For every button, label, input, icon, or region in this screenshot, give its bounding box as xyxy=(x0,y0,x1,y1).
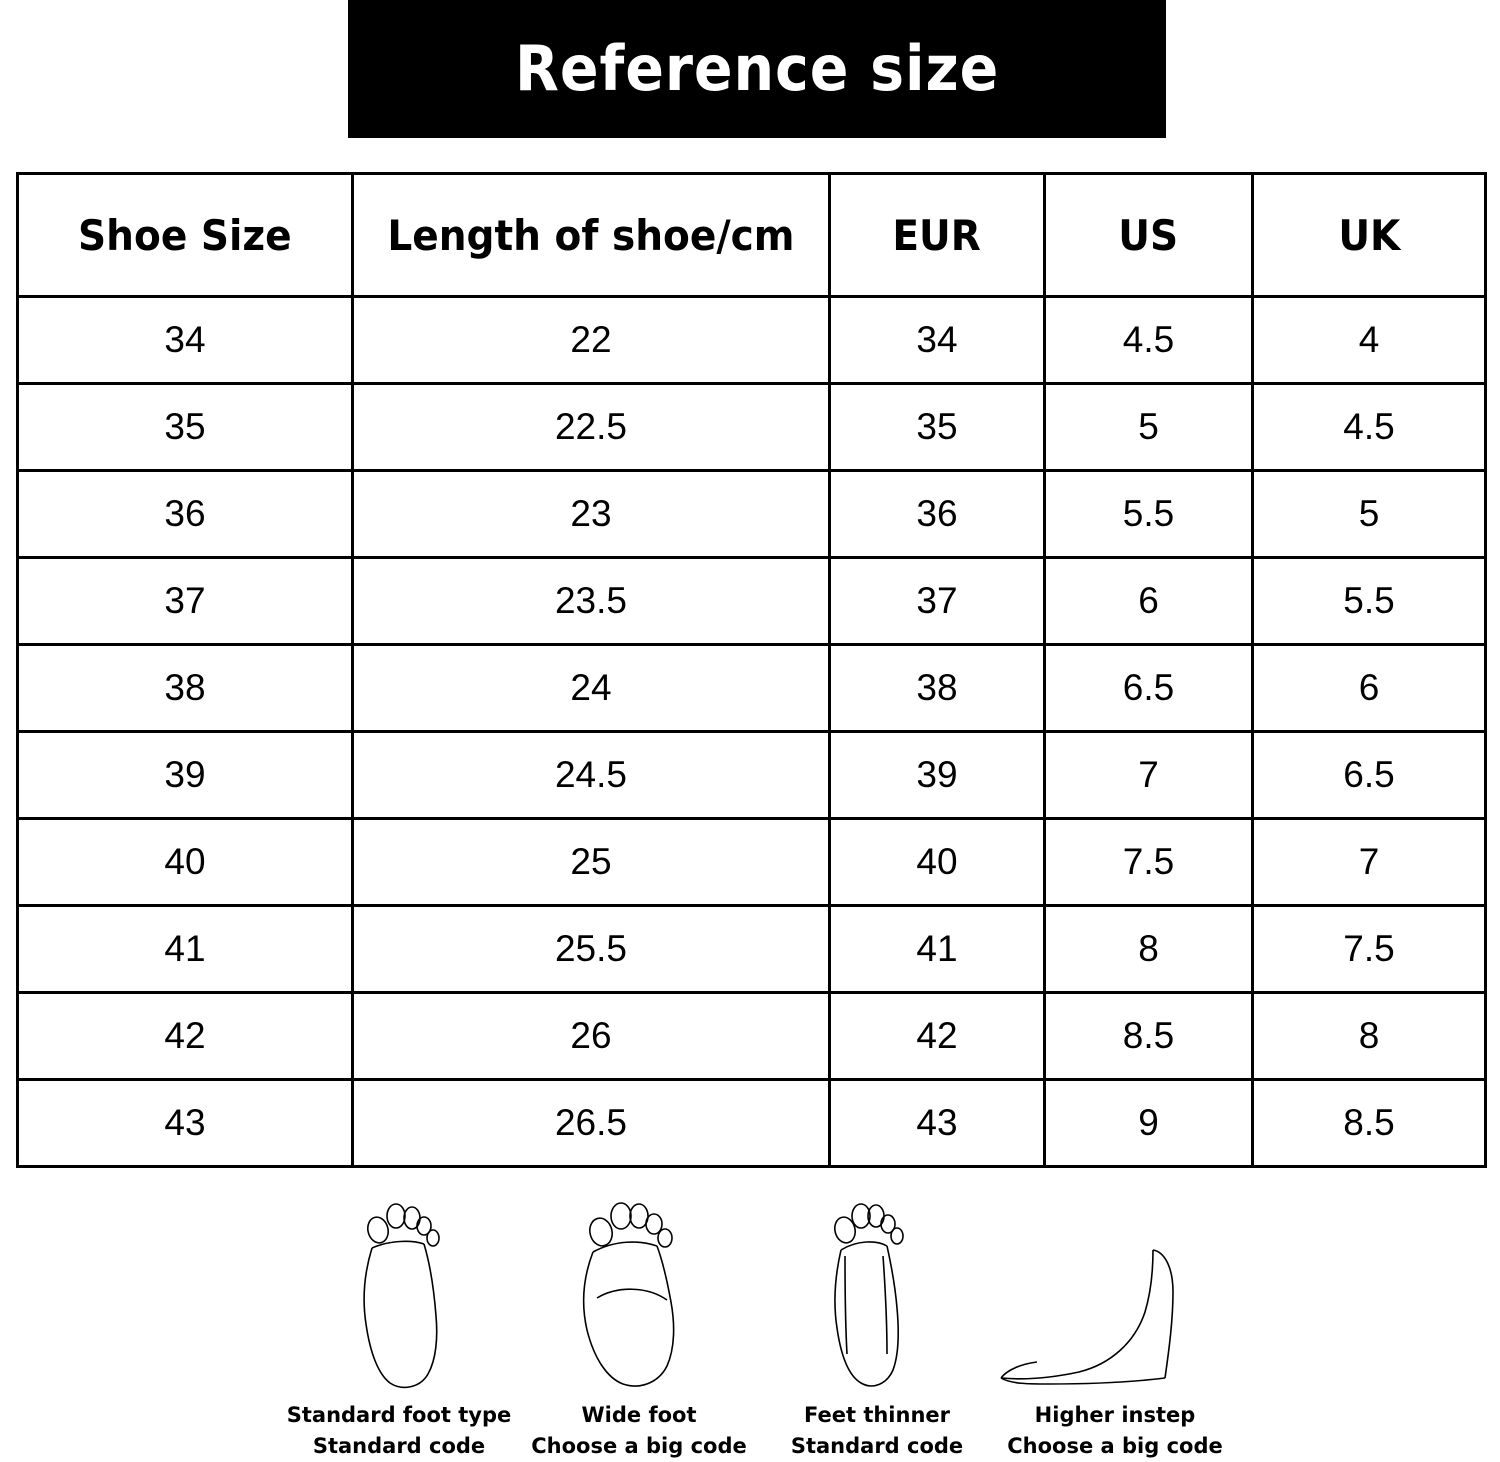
caption-wide-foot xyxy=(523,1400,755,1462)
table-row xyxy=(18,558,1486,645)
caption-thin-foot xyxy=(761,1400,993,1462)
caption-standard-foot-line1: Standard foot type xyxy=(286,1403,512,1427)
cell-length: 26.5 xyxy=(353,1080,830,1167)
cell-shoe-size: 40 xyxy=(18,819,353,906)
cell-uk: 5 xyxy=(1253,471,1486,558)
cell-us: 8 xyxy=(1045,906,1253,993)
cell-uk: 5.5 xyxy=(1253,558,1486,645)
cell-shoe-size: 39 xyxy=(18,732,353,819)
column-header-eur xyxy=(830,174,1045,297)
cell-us: 7.5 xyxy=(1045,819,1253,906)
cell-length: 24 xyxy=(353,645,830,732)
cell-eur: 42 xyxy=(830,993,1045,1080)
caption-high-instep xyxy=(999,1400,1231,1462)
cell-eur: 36 xyxy=(830,471,1045,558)
table-header-row xyxy=(18,174,1486,297)
cell-us: 6.5 xyxy=(1045,645,1253,732)
thin-foot-icon xyxy=(811,1178,921,1398)
cell-uk: 7 xyxy=(1253,819,1486,906)
caption-high-instep-line1: Higher instep xyxy=(1034,1403,1196,1427)
cell-eur: 40 xyxy=(830,819,1045,906)
table-row xyxy=(18,471,1486,558)
cell-us: 7 xyxy=(1045,732,1253,819)
foot-illustration-thin xyxy=(750,1168,982,1398)
table-row xyxy=(18,732,1486,819)
caption-standard-foot xyxy=(283,1400,515,1462)
cell-length: 22.5 xyxy=(353,384,830,471)
cell-us: 8.5 xyxy=(1045,993,1253,1080)
column-header-us xyxy=(1045,174,1253,297)
cell-length: 25 xyxy=(353,819,830,906)
caption-thin-foot-line1: Feet thinner xyxy=(803,1403,950,1427)
cell-length: 26 xyxy=(353,993,830,1080)
cell-uk: 4.5 xyxy=(1253,384,1486,471)
column-header-eur-label: EUR xyxy=(892,210,982,260)
caption-wide-foot-line1: Wide foot xyxy=(581,1403,697,1427)
table-row xyxy=(18,1080,1486,1167)
cell-length: 22 xyxy=(353,297,830,384)
column-header-shoe-size-label: Shoe Size xyxy=(78,210,292,260)
table-row xyxy=(18,297,1486,384)
page-title: Reference size xyxy=(514,32,1000,105)
cell-uk: 8 xyxy=(1253,993,1486,1080)
cell-uk: 6 xyxy=(1253,645,1486,732)
cell-us: 4.5 xyxy=(1045,297,1253,384)
title-banner xyxy=(348,0,1166,138)
table-row xyxy=(18,645,1486,732)
cell-eur: 35 xyxy=(830,384,1045,471)
table-row xyxy=(18,993,1486,1080)
cell-eur: 39 xyxy=(830,732,1045,819)
cell-shoe-size: 34 xyxy=(18,297,353,384)
cell-shoe-size: 43 xyxy=(18,1080,353,1167)
column-header-us-label: US xyxy=(1118,210,1179,260)
standard-foot-icon xyxy=(342,1178,462,1398)
cell-length: 23 xyxy=(353,471,830,558)
column-header-length-label: Length of shoe/cm xyxy=(387,210,795,260)
cell-length: 24.5 xyxy=(353,732,830,819)
cell-us: 6 xyxy=(1045,558,1253,645)
foot-type-captions xyxy=(0,1400,1500,1462)
cell-uk: 8.5 xyxy=(1253,1080,1486,1167)
column-header-shoe-size xyxy=(18,174,353,297)
cell-length: 25.5 xyxy=(353,906,830,993)
cell-shoe-size: 38 xyxy=(18,645,353,732)
size-table-container xyxy=(16,172,1484,1168)
foot-illustration-standard xyxy=(286,1168,518,1398)
column-header-uk xyxy=(1253,174,1486,297)
high-instep-foot-icon xyxy=(993,1238,1203,1398)
cell-eur: 37 xyxy=(830,558,1045,645)
cell-eur: 38 xyxy=(830,645,1045,732)
cell-length: 23.5 xyxy=(353,558,830,645)
table-row xyxy=(18,384,1486,471)
caption-thin-foot-line2: Standard code xyxy=(790,1434,964,1458)
cell-eur: 34 xyxy=(830,297,1045,384)
column-header-uk-label: UK xyxy=(1338,210,1400,260)
wide-foot-icon xyxy=(569,1178,699,1398)
cell-us: 9 xyxy=(1045,1080,1253,1167)
cell-shoe-size: 37 xyxy=(18,558,353,645)
caption-high-instep-line2: Choose a big code xyxy=(1007,1434,1223,1458)
cell-eur: 43 xyxy=(830,1080,1045,1167)
cell-us: 5 xyxy=(1045,384,1253,471)
cell-eur: 41 xyxy=(830,906,1045,993)
cell-us: 5.5 xyxy=(1045,471,1253,558)
caption-wide-foot-line2: Choose a big code xyxy=(531,1434,747,1458)
foot-illustration-high-instep xyxy=(982,1168,1214,1398)
foot-illustration-wide xyxy=(518,1168,750,1398)
table-row xyxy=(18,906,1486,993)
column-header-length xyxy=(353,174,830,297)
cell-shoe-size: 35 xyxy=(18,384,353,471)
cell-uk: 6.5 xyxy=(1253,732,1486,819)
cell-shoe-size: 41 xyxy=(18,906,353,993)
cell-uk: 7.5 xyxy=(1253,906,1486,993)
cell-shoe-size: 42 xyxy=(18,993,353,1080)
caption-standard-foot-line2: Standard code xyxy=(312,1434,486,1458)
foot-type-illustrations xyxy=(0,1168,1500,1398)
cell-uk: 4 xyxy=(1253,297,1486,384)
table-row xyxy=(18,819,1486,906)
cell-shoe-size: 36 xyxy=(18,471,353,558)
size-table xyxy=(16,172,1487,1168)
